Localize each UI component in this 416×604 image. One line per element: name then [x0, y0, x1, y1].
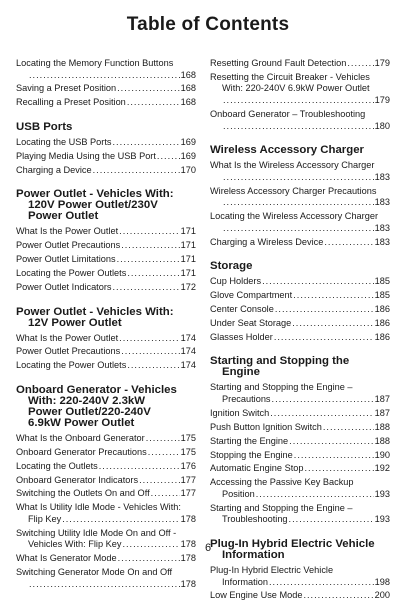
toc-entry-title: Under Seat Storage [210, 317, 292, 328]
toc-page-number: 168 [180, 69, 196, 80]
toc-page-number: 168 [180, 83, 196, 94]
toc-entry-title: Saving a Preset Position [16, 83, 117, 94]
toc-entry[interactable] [16, 502, 196, 525]
toc-page-number: 183 [374, 236, 390, 247]
toc-section-heading-line: Power Outlet [28, 210, 99, 223]
toc-entry-title: Charging a Wireless Device [210, 236, 324, 247]
toc-entry-title: Power Outlet Precautions [16, 240, 121, 251]
toc-entry[interactable] [16, 165, 196, 177]
toc-entry-title: Locating the Outlets [16, 460, 98, 471]
toc-page-number: 177 [180, 474, 196, 485]
toc-entry[interactable] [210, 318, 390, 330]
toc-entry[interactable] [16, 461, 196, 473]
toc-entry-title: Power Outlet Precautions [16, 346, 121, 357]
toc-leader-dots [256, 489, 374, 501]
toc-entry-line [210, 422, 390, 434]
toc-page-number: 174 [180, 346, 196, 357]
toc-leader-dots [113, 282, 180, 294]
toc-leader-dots [146, 433, 180, 445]
toc-page-number: 186 [374, 303, 390, 314]
toc-entry-title: Vehicles With: Flip Key [28, 539, 122, 550]
toc-page-number: 188 [374, 435, 390, 446]
toc-entry-line [210, 72, 390, 84]
toc-entry-title: Locating the Power Outlets [16, 360, 127, 371]
toc-leader-dots [117, 83, 180, 95]
toc-entry-title: Precautions [222, 393, 271, 404]
toc-page-number: 175 [180, 446, 196, 457]
toc-entry-line [210, 211, 390, 223]
toc-section-heading [16, 385, 196, 429]
toc-page-number: 186 [374, 331, 390, 342]
toc-leader-dots [113, 137, 180, 149]
toc-entry[interactable] [210, 237, 390, 249]
toc-page-number: 172 [180, 281, 196, 292]
toc-entry[interactable] [16, 137, 196, 149]
toc-page-number: 198 [374, 576, 390, 587]
toc-entry-title: Glasses Holder [210, 331, 273, 342]
toc-page-number: 178 [180, 578, 196, 589]
toc-entry-title: Onboard Generator – Troubleshooting [210, 108, 366, 119]
toc-entry-line [210, 318, 390, 330]
toc-entry[interactable] [210, 332, 390, 344]
toc-entry-line [210, 109, 390, 121]
toc-leader-dots [347, 58, 373, 70]
toc-entry-title: Ignition Switch [210, 407, 270, 418]
toc-section-heading [210, 145, 390, 156]
toc-page-number: 183 [374, 222, 390, 233]
toc-page-number: 185 [374, 276, 390, 287]
toc-leader-dots [223, 223, 374, 235]
toc-entry[interactable] [210, 186, 390, 209]
toc-entry-line [16, 528, 196, 540]
toc-entry-line [210, 590, 390, 602]
toc-entry[interactable] [210, 450, 390, 462]
toc-entry-title: Cup Holders [210, 276, 262, 287]
toc-entry-line [16, 151, 196, 163]
toc-leader-dots [223, 172, 374, 184]
toc-entry[interactable] [16, 97, 196, 109]
toc-page-number: 193 [374, 514, 390, 525]
toc-entry-line [16, 137, 196, 149]
toc-entry-line [210, 197, 390, 209]
toc-section-heading [16, 189, 196, 222]
toc-entry-line [16, 268, 196, 280]
toc-leader-dots [117, 254, 180, 266]
toc-entry-title: Resetting the Circuit Breaker - Vehicles [210, 71, 370, 82]
toc-entry-line [210, 237, 390, 249]
toc-leader-dots [289, 514, 374, 526]
toc-entry[interactable] [210, 109, 390, 132]
toc-leader-dots [119, 226, 180, 238]
toc-entry-line [210, 408, 390, 420]
toc-page-number: 169 [180, 136, 196, 147]
toc-leader-dots [223, 121, 374, 133]
toc-entry-line [210, 83, 390, 95]
toc-entry-line [16, 433, 196, 445]
toc-entry[interactable] [16, 226, 196, 238]
toc-left-column [16, 58, 196, 593]
toc-page-number: 178 [180, 539, 196, 550]
toc-page-number: 188 [374, 421, 390, 432]
toc-page-number: 185 [374, 290, 390, 301]
toc-entry-line [210, 276, 390, 288]
toc-entry[interactable] [16, 333, 196, 345]
toc-entry-line [16, 502, 196, 514]
toc-entry-title: Troubleshooting [222, 514, 288, 525]
toc-section-heading-line: Wireless Accessory Charger [210, 144, 364, 157]
toc-entry[interactable] [16, 433, 196, 445]
toc-entry[interactable] [210, 422, 390, 434]
toc-entry-title: Wireless Accessory Charger Precautions [210, 185, 377, 196]
toc-entry-title: Accessing the Passive Key Backup [210, 477, 354, 488]
toc-entry-title: Push Button Ignition Switch [210, 421, 322, 432]
toc-entry-line [16, 70, 196, 82]
toc-section-heading [16, 122, 196, 133]
toc-entry-title: Switching Utility Idle Mode On and Off - [16, 527, 177, 538]
toc-entry[interactable] [16, 240, 196, 252]
toc-entry-line [210, 172, 390, 184]
toc-page-number: 192 [374, 463, 390, 474]
toc-entry[interactable] [16, 151, 196, 163]
toc-entry-line [16, 567, 196, 579]
toc-leader-dots [289, 436, 374, 448]
toc-right-column [210, 58, 390, 604]
toc-entry-title: Recalling a Preset Position [16, 97, 126, 108]
toc-section-heading-line: Starting and Stopping the [210, 355, 350, 368]
toc-entry-title: What Is Generator Mode [16, 553, 117, 564]
toc-entry-title: Power Outlet Indicators [16, 281, 112, 292]
toc-page-number: 171 [180, 254, 196, 265]
toc-leader-dots [119, 333, 180, 345]
toc-entry-line [16, 240, 196, 252]
toc-entry-line [16, 514, 196, 526]
toc-page-number: 178 [180, 553, 196, 564]
toc-leader-dots [303, 590, 373, 602]
toc-page-number: 187 [374, 393, 390, 404]
toc-page-number: 171 [180, 240, 196, 251]
toc-entry-line [16, 360, 196, 372]
toc-leader-dots [270, 408, 373, 420]
toc-entry-line [210, 160, 390, 172]
toc-entry-line [210, 436, 390, 448]
toc-entry[interactable] [210, 72, 390, 107]
toc-leader-dots [324, 237, 373, 249]
toc-entry[interactable] [16, 254, 196, 266]
toc-entry-line [16, 488, 196, 500]
toc-page-number: 170 [180, 164, 196, 175]
toc-entry-title: Resetting Ground Fault Detection [210, 58, 347, 68]
toc-page-number: 174 [180, 332, 196, 343]
toc-leader-dots [151, 488, 180, 500]
toc-section-heading-line: 6.9kW Power Outlet [28, 416, 135, 429]
toc-entry-line [16, 461, 196, 473]
toc-page-number: 171 [180, 268, 196, 279]
toc-leader-dots [127, 360, 179, 372]
toc-entry-line [16, 226, 196, 238]
toc-entry-title: Low Engine Use Mode [210, 590, 303, 601]
toc-entry-line [210, 503, 390, 515]
toc-entry[interactable] [16, 488, 196, 500]
toc-entry-title: Flip Key [28, 513, 62, 524]
toc-section-heading [210, 356, 390, 378]
toc-leader-dots [262, 276, 374, 288]
toc-entry[interactable] [210, 276, 390, 288]
toc-entry-line [16, 333, 196, 345]
toc-entry-title: Center Console [210, 303, 274, 314]
toc-entry[interactable] [16, 475, 196, 487]
toc-leader-dots [29, 70, 180, 82]
toc-page-number: 179 [374, 95, 390, 106]
toc-section-heading-line: Power Outlet/220-240V [28, 405, 151, 418]
toc-entry[interactable] [210, 503, 390, 526]
toc-page-number: 183 [374, 171, 390, 182]
toc-entry[interactable] [16, 83, 196, 95]
toc-entry[interactable] [16, 282, 196, 294]
toc-entry-line [210, 95, 390, 107]
toc-entry[interactable] [210, 290, 390, 302]
toc-page-number: 193 [374, 488, 390, 499]
toc-entry-line [16, 447, 196, 459]
toc-entry-line [210, 463, 390, 475]
toc-leader-dots [275, 304, 374, 316]
toc-entry-line [16, 254, 196, 266]
toc-entry-title: Onboard Generator Precautions [16, 446, 147, 457]
toc-section-heading-line: 12V Power Outlet [28, 316, 122, 329]
toc-leader-dots [99, 461, 180, 473]
toc-entry[interactable] [210, 382, 390, 405]
toc-entry-title: What Is Utility Idle Mode - Vehicles With: [16, 502, 181, 513]
toc-entry-line [210, 394, 390, 406]
toc-entry-title: Automatic Engine Stop [210, 463, 304, 474]
toc-leader-dots [29, 579, 180, 591]
toc-leader-dots [157, 151, 180, 163]
toc-entry-line [210, 382, 390, 394]
toc-entry[interactable] [16, 447, 196, 459]
toc-leader-dots [323, 422, 374, 434]
toc-entry-title: With: 220-240V 6.9kW Power Outlet [222, 83, 370, 94]
toc-entry-title: Stopping the Engine [210, 449, 293, 460]
toc-leader-dots [272, 394, 374, 406]
toc-leader-dots [93, 165, 180, 177]
toc-entry-title: Locating the Memory Function Buttons [16, 58, 174, 68]
toc-entry-title: What Is the Onboard Generator [16, 432, 145, 443]
toc-page-number: 177 [180, 488, 196, 499]
toc-entry[interactable] [16, 553, 196, 565]
toc-leader-dots [223, 95, 374, 107]
toc-entry-line [16, 83, 196, 95]
toc-entry-title: Glove Compartment [210, 290, 293, 301]
toc-leader-dots [269, 577, 374, 589]
toc-entry-line [16, 346, 196, 358]
toc-entry-line [210, 186, 390, 198]
toc-entry-line [210, 223, 390, 235]
toc-leader-dots [127, 268, 179, 280]
toc-entry-line [16, 97, 196, 109]
toc-entry-line [16, 553, 196, 565]
toc-entry-line [210, 332, 390, 344]
toc-page-number: 200 [374, 590, 390, 601]
toc-entry-title: Switching Generator Mode On and Off [16, 567, 173, 578]
toc-leader-dots [274, 332, 374, 344]
toc-leader-dots [292, 318, 373, 330]
toc-entry-title: Locating the USB Ports [16, 136, 112, 147]
toc-entry[interactable] [16, 360, 196, 372]
toc-entry[interactable] [210, 58, 390, 70]
toc-entry-title: Starting the Engine [210, 435, 289, 446]
toc-section-heading-line: Onboard Generator - Vehicles [16, 383, 177, 396]
toc-section-heading-line: Power Outlet - Vehicles With: [16, 305, 174, 318]
toc-section-heading-line: Information [222, 548, 285, 561]
page-title: Table of Contents [126, 14, 290, 35]
toc-entry-line [16, 579, 196, 591]
toc-entry[interactable] [210, 160, 390, 183]
toc-page-number: 186 [374, 317, 390, 328]
toc-entry-title: What Is the Wireless Accessory Charger [210, 160, 375, 171]
toc-entry-title: Starting and Stopping the Engine – [210, 502, 353, 513]
toc-page-number: 171 [180, 226, 196, 237]
toc-page-number: 175 [180, 432, 196, 443]
toc-entry-line [16, 475, 196, 487]
toc-page-number: 179 [374, 58, 390, 68]
toc-section-heading-line: 120V Power Outlet/230V [28, 199, 158, 212]
toc-entry-title: Power Outlet Limitations [16, 254, 116, 265]
toc-page-number: 169 [180, 150, 196, 161]
toc-entry-line [210, 290, 390, 302]
toc-page-number: 180 [374, 120, 390, 131]
toc-entry-line [210, 477, 390, 489]
toc-entry-line [210, 489, 390, 501]
toc-entry-line [210, 577, 390, 589]
toc-section-heading-line: Power Outlet - Vehicles With: [16, 188, 174, 201]
toc-entry-line [210, 121, 390, 133]
toc-page-number: 174 [180, 360, 196, 371]
toc-entry-line [210, 450, 390, 462]
toc-entry[interactable] [210, 565, 390, 588]
toc-leader-dots [148, 447, 180, 459]
toc-leader-dots [223, 197, 374, 209]
toc-entry-title: Onboard Generator Indicators [16, 474, 139, 485]
toc-section-heading-line: Plug-In Hybrid Electric Vehicle [210, 537, 375, 550]
toc-entry[interactable] [16, 58, 196, 81]
toc-section-heading-line: USB Ports [16, 120, 73, 133]
toc-leader-dots [121, 240, 179, 252]
toc-entry-line [210, 58, 390, 70]
toc-leader-dots [293, 290, 373, 302]
toc-section-heading-line: Engine [222, 366, 260, 379]
toc-entry-title: Locating the Wireless Accessory Charger [210, 211, 378, 222]
toc-entry-line [16, 58, 196, 70]
toc-leader-dots [127, 97, 180, 109]
toc-entry-title: What Is the Power Outlet [16, 332, 119, 343]
toc-entry[interactable] [16, 268, 196, 280]
toc-page-number: 190 [374, 449, 390, 460]
toc-leader-dots [121, 346, 179, 358]
toc-entry-title: Starting and Stopping the Engine – [210, 382, 353, 393]
toc-entry[interactable] [210, 408, 390, 420]
toc-entry-title: Plug-In Hybrid Electric Vehicle [210, 564, 334, 575]
toc-leader-dots [62, 514, 179, 526]
toc-entry-line [210, 514, 390, 526]
toc-page-number: 178 [180, 513, 196, 524]
toc-leader-dots [304, 463, 373, 475]
toc-entry-title: Switching the Outlets On and Off [16, 488, 150, 499]
toc-page-number: 168 [180, 97, 196, 108]
toc-leader-dots [118, 553, 180, 565]
toc-entry[interactable] [210, 590, 390, 602]
page-number: 6 [204, 542, 212, 554]
toc-entry[interactable] [210, 436, 390, 448]
toc-entry-title: Information [222, 576, 268, 587]
toc-section-heading [16, 307, 196, 329]
toc-leader-dots [294, 450, 374, 462]
toc-entry-title: Playing Media Using the USB Port [16, 150, 156, 161]
toc-entry-title: What Is the Power Outlet [16, 226, 119, 237]
toc-section-heading-line: With: 220-240V 2.3kW [28, 394, 146, 407]
toc-entry[interactable] [16, 346, 196, 358]
toc-entry[interactable] [210, 463, 390, 475]
toc-entry-line [210, 304, 390, 316]
toc-entry-title: Locating the Power Outlets [16, 268, 127, 279]
toc-page-number: 183 [374, 197, 390, 208]
toc-entry-line [16, 165, 196, 177]
toc-entry[interactable] [210, 477, 390, 500]
toc-entry-line [16, 282, 196, 294]
toc-page-number: 187 [374, 407, 390, 418]
toc-leader-dots [139, 475, 180, 487]
toc-entry[interactable] [210, 211, 390, 234]
toc-section-heading [210, 261, 390, 272]
toc-entry[interactable] [210, 304, 390, 316]
toc-page-number: 176 [180, 460, 196, 471]
toc-entry-title: Charging a Device [16, 164, 92, 175]
toc-entry-title: Position [222, 488, 255, 499]
toc-section-heading-line: Storage [210, 260, 253, 273]
